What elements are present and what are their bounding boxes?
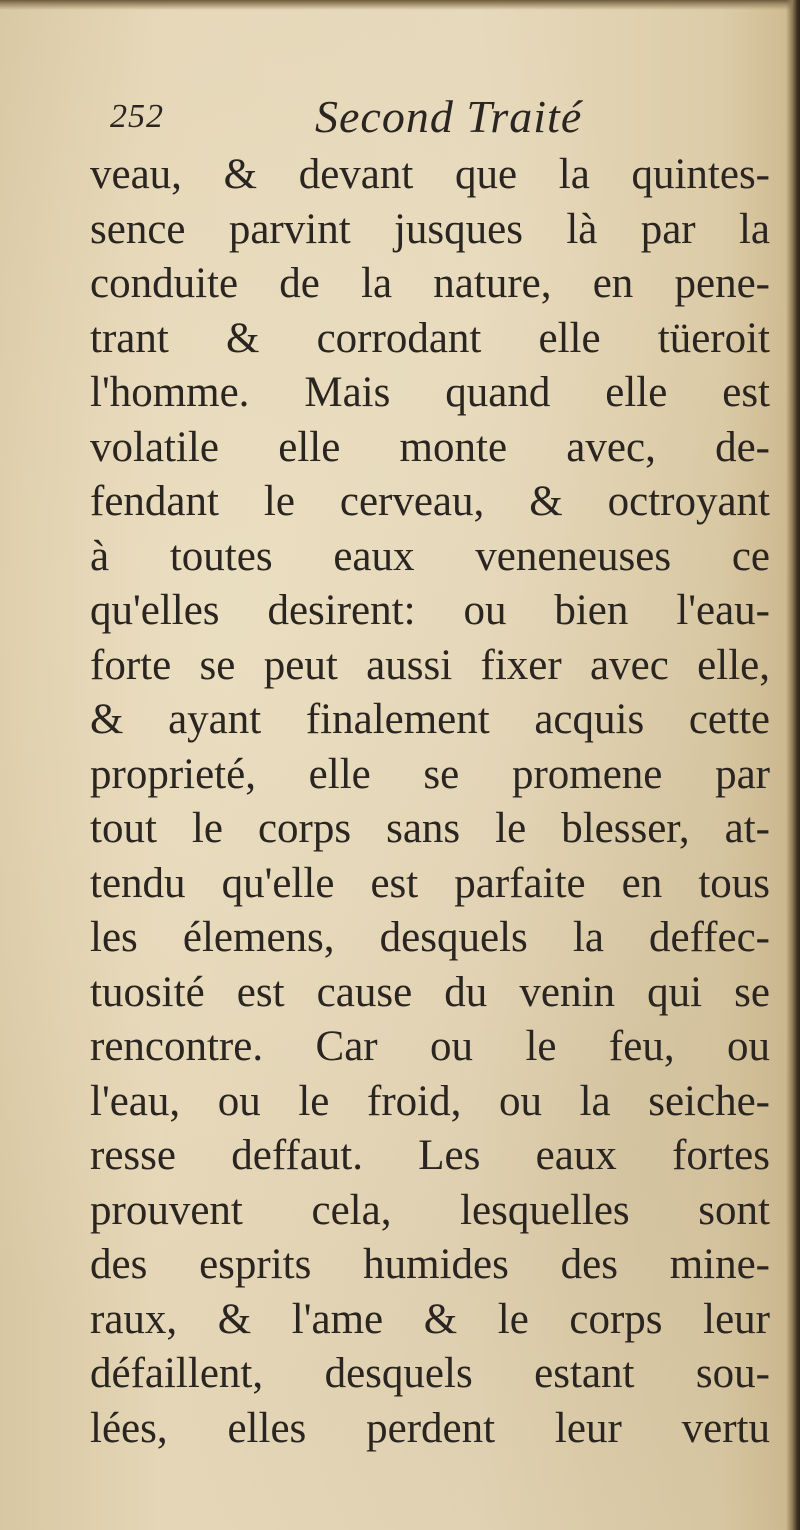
text-line: des esprits humides des mine- xyxy=(90,1241,770,1288)
text-line: conduite de la nature, en pene- xyxy=(90,260,770,307)
text-line: tuosité est cause du venin qui se xyxy=(90,968,770,1016)
text-line: volatile elle monte avec, de- xyxy=(90,423,770,471)
running-head xyxy=(110,90,670,150)
text-line: trant & corrodant elle tüeroit xyxy=(90,314,770,362)
text-line: sence parvint jusques là par la xyxy=(90,205,770,253)
text-line: qu'elles desirent: ou bien l'eau- xyxy=(90,587,770,634)
text-line: l'homme. Mais quand elle est xyxy=(90,369,770,416)
text-line: & ayant finalement acquis cette xyxy=(90,696,770,743)
text-line: les élemens, desquels la deffec- xyxy=(90,914,770,961)
text-line: fendant le cerveau, & octroyant xyxy=(90,478,770,525)
text-line: à toutes eaux veneneuses ce xyxy=(90,532,770,580)
text-line: défaillent, desquels estant sou- xyxy=(90,1350,770,1397)
text-line: tendu qu'elle est parfaite en tous xyxy=(90,859,770,907)
text-line: rencontre. Car ou le feu, ou xyxy=(90,1023,770,1070)
text-line: l'eau, ou le froid, ou la seiche- xyxy=(90,1077,770,1125)
text-line: resse deffaut. Les eaux fortes xyxy=(90,1132,770,1179)
text-line: forte se peut aussi fixer avec elle, xyxy=(90,641,770,689)
page-number: 252 xyxy=(110,98,164,135)
page-top-edge xyxy=(0,0,800,10)
running-title: Second Traité xyxy=(315,91,583,142)
text-line: lées, elles perdent leur vertu xyxy=(90,1404,770,1452)
text-line: proprieté, elle se promene par xyxy=(90,750,770,798)
text-line: tout le corps sans le blesser, at- xyxy=(90,805,770,852)
page-gutter-edge xyxy=(786,0,800,1530)
text-line: raux, & l'ame & le corps leur xyxy=(90,1295,770,1343)
body-text xyxy=(90,148,770,1456)
text-line: veau, & devant que la quintes- xyxy=(90,151,770,198)
text-line: prouvent cela, lesquelles sont xyxy=(90,1186,770,1234)
